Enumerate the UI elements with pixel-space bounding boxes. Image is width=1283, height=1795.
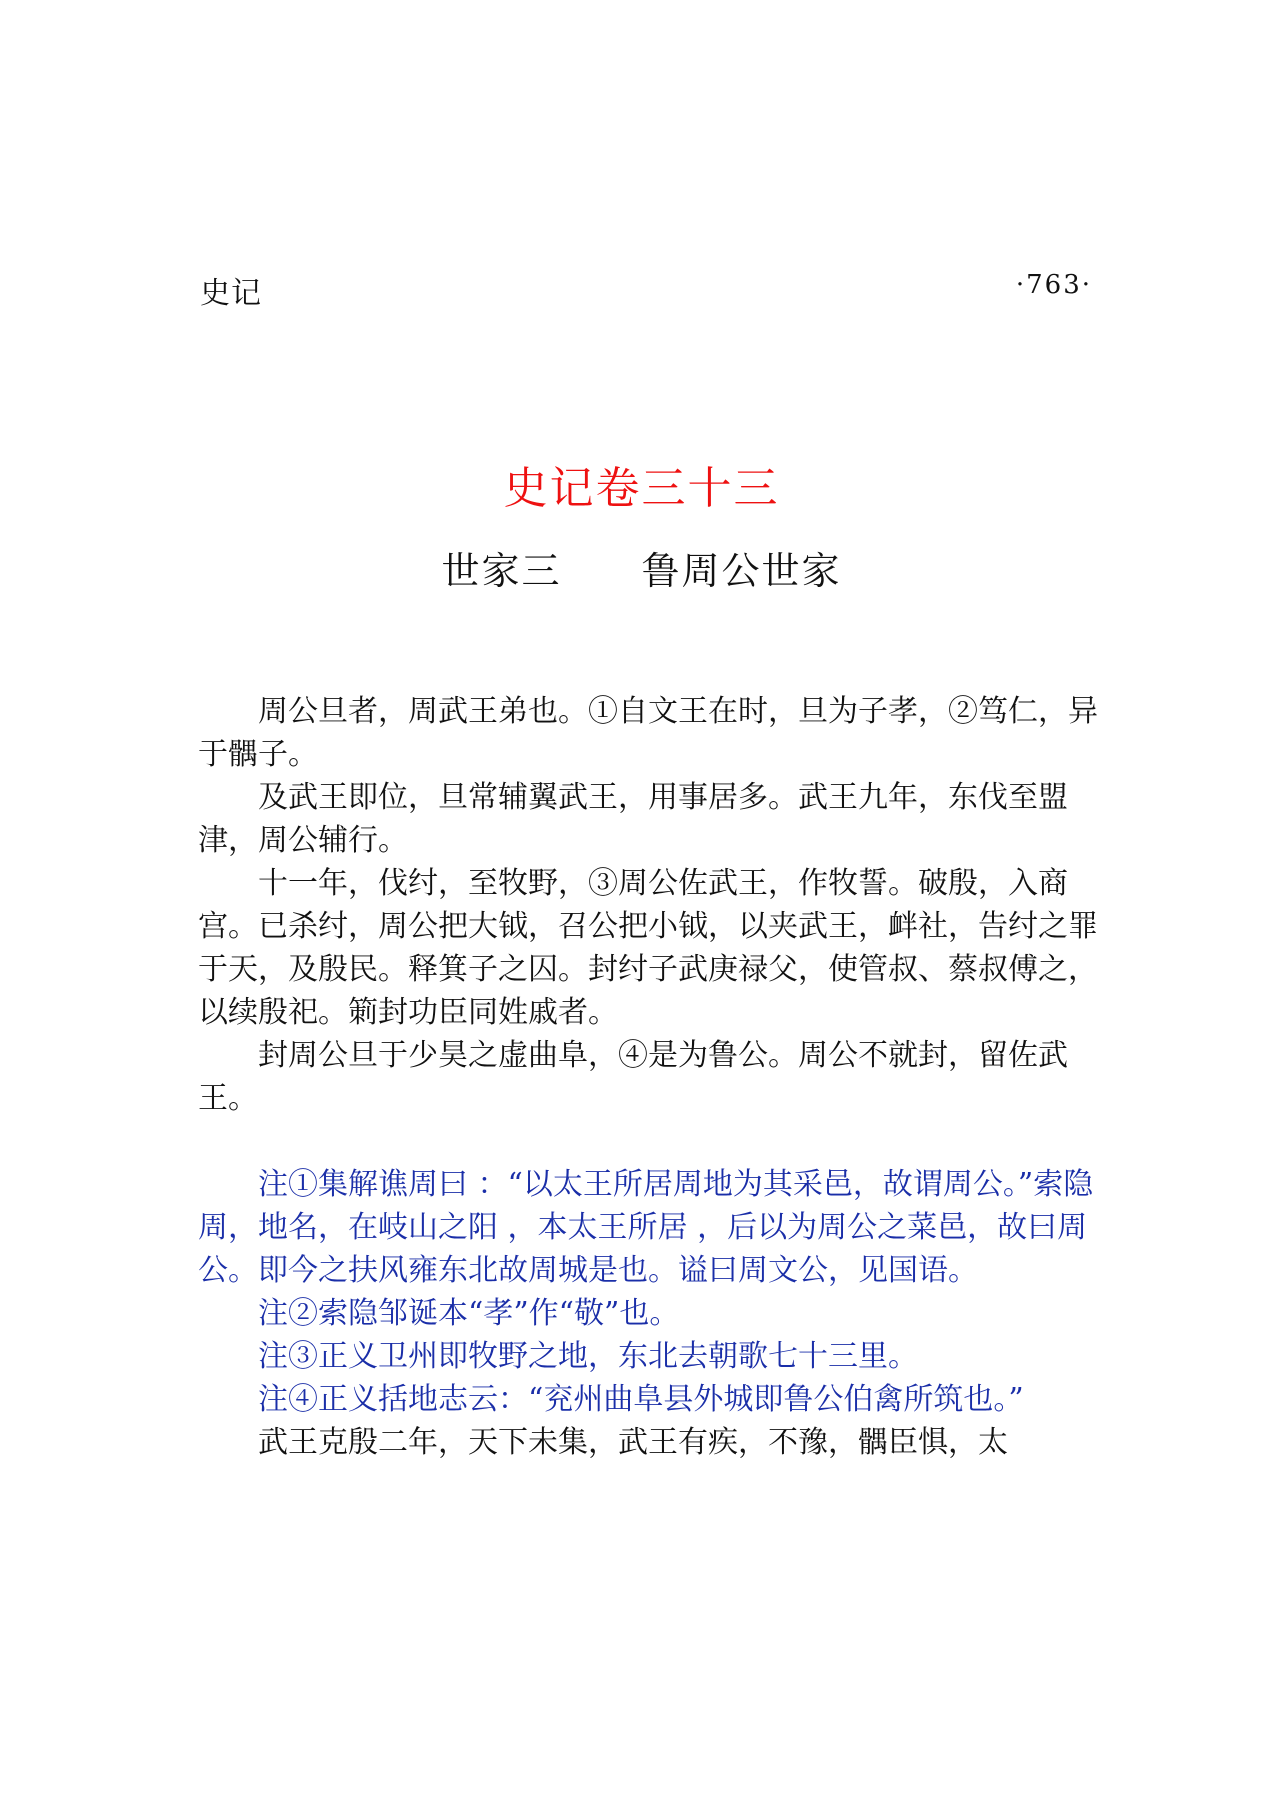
footnote: 注②索隐邹诞本“孝”作“敬”也。 (258, 1296, 680, 1331)
spacer (198, 1120, 1098, 1163)
volume-title: 史记卷三十三 (503, 463, 780, 514)
paragraph: 十一年，伐纣，至牧野，③周公佐武王，作牧誓。破殷，入商宫。已杀纣，周公把大钺，召公把小钺，以夹武王，衅社，告纣之罪于天，及殷民。释箕子之囚。封纣子武庚禄父，使管叔、蔡叔傅之，以续殷祀。箣封功臣同姓戚者。 (198, 866, 1098, 1030)
main-text (198, 690, 1098, 1464)
page-number: ·763· (1015, 270, 1092, 300)
footnote: 注④正义括地志云：“兖州曲阜县外城即鲁公伯禽所筑也。” (258, 1382, 1024, 1417)
paragraph: 封周公旦于少昊之虚曲阜，④是为鲁公。周公不就封，留佐武王。 (198, 1038, 1068, 1116)
footnote: 注①集解谯周曰 ：“以太王所居周地为其采邑，故谓周公。”索隐周，地名，在岐山之阳 ，本太王所居 ，后以为周公之菜邑，故曰周公。即今之扶风雍东北故周城是也。谥曰周文公，见国语。 (198, 1167, 1094, 1288)
paragraph: 周公旦者，周武王弟也。①自文王在时，旦为子孝，②笃仁，异于髃子。 (198, 694, 1098, 772)
running-header (200, 268, 1092, 311)
chapter-title (0, 540, 1283, 595)
book-title: 史记 (200, 276, 262, 311)
footnote: 注③正义卫州即牧野之地，东北去朝歌七十三里。 (258, 1339, 918, 1374)
paragraph: 及武王即位，旦常辅翼武王，用事居多。武王九年，东伐至盟津，周公辅行。 (198, 780, 1068, 858)
continuation-paragraph: 武王克殷二年，天下未集，武王有疾，不豫，髃臣惧，太 (258, 1425, 1008, 1460)
chapter-name: 鲁周公世家 (641, 549, 842, 593)
chapter-section: 世家三 (441, 549, 562, 593)
